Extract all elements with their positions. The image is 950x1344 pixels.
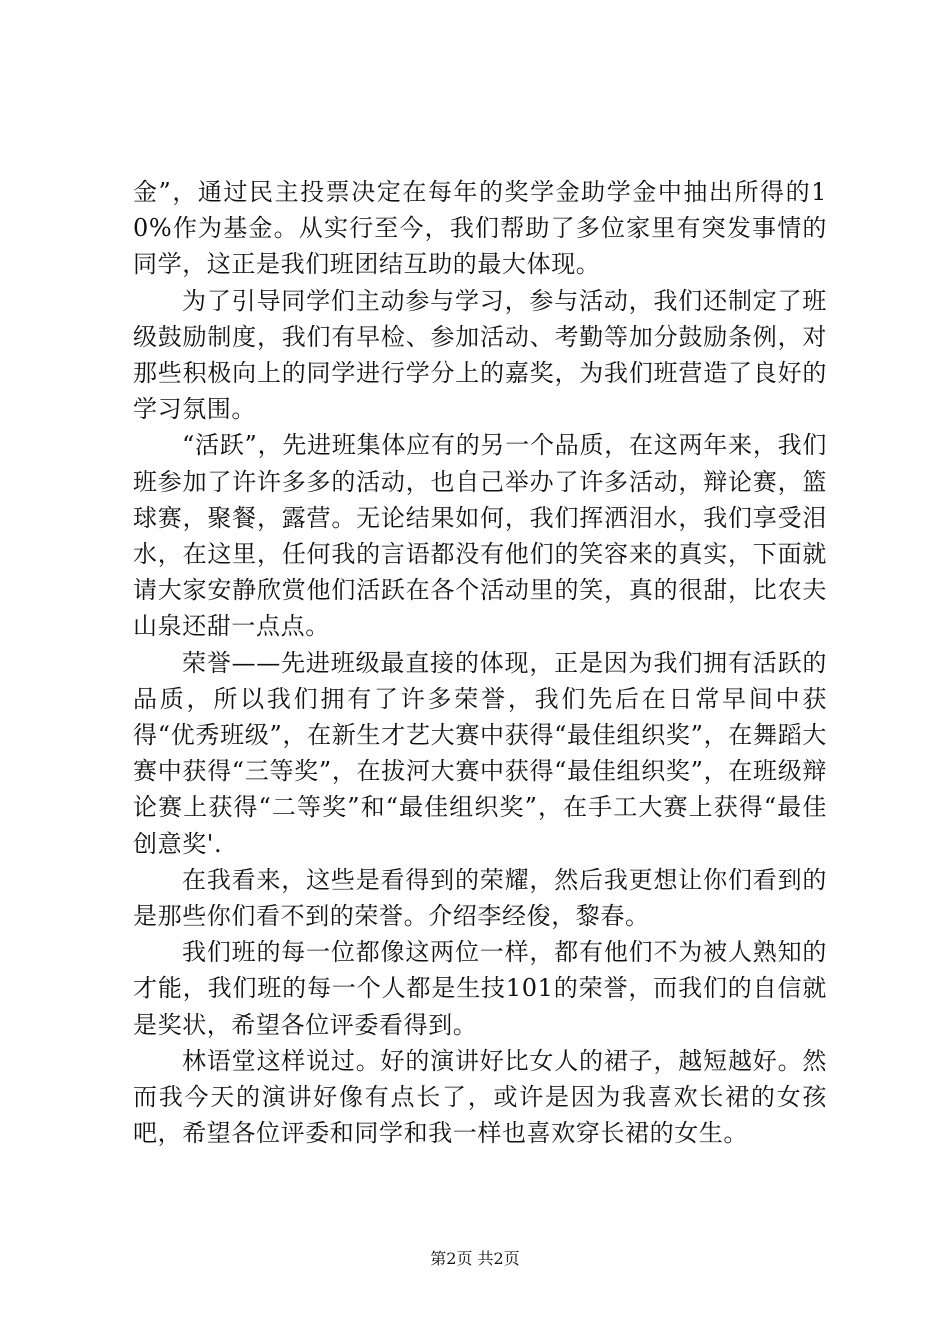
paragraph-talents: 我们班的每一位都像这两位一样，都有他们不为被人熟知的才能，我们班的每一个人都是生技101的荣誉，而我们的自信就是奖状，希望各位评委看得到。	[133, 938, 827, 1039]
paragraph-honors: 荣誉——先进班级最直接的体现，正是因为我们拥有活跃的品质，所以我们拥有了许多荣誉，我们先后在日常早间中获得“优秀班级”，在新生才艺大赛中获得“最佳组织奖”，在舞蹈大赛中获得“三等奖”，在拔河大赛中获得“最佳组织奖”，在班级辩论赛上获得“二等奖”和“最佳组织奖”，在手工大赛上获得“最佳创意奖'.	[133, 648, 827, 858]
page-number-footer: 第2页 共2页	[430, 1249, 520, 1268]
paragraph-closing: 林语堂这样说过。好的演讲好比女人的裙子，越短越好。然而我今天的演讲好像有点长了，或许是因为我喜欢长裙的女孩吧，希望各位评委和同学和我一样也喜欢穿长裙的女生。	[133, 1046, 827, 1148]
paragraph-unseen-honors: 在我看来，这些是看得到的荣耀，然后我更想让你们看到的是那些你们看不到的荣誉。介绍李经俊，黎春。	[133, 865, 827, 931]
paragraph-active: “活跃”，先进班集体应有的另一个品质，在这两年来，我们班参加了许许多多的活动，也自己举办了许多活动，辩论赛，篮球赛，聚餐，露营。无论结果如何，我们挥洒泪水，我们享受泪水，在这里，任何我的言语都没有他们的笑容来的真实，下面就请大家安静欣赏他们活跃在各个活动里的笑，真的很甜，比农夫山泉还甜一点点。	[133, 431, 827, 641]
paragraph-encouragement-system: 为了引导同学们主动参与学习，参与活动，我们还制定了班级鼓励制度，我们有早检、参加活动、考勤等加分鼓励条例，对那些积极向上的同学进行学分上的嘉奖，为我们班营造了良好的学习氛围。	[133, 286, 827, 424]
document-body	[133, 174, 827, 1151]
paragraph-continuation: 金”，通过民主投票决定在每年的奖学金助学金中抽出所得的10%作为基金。从实行至今，我们帮助了多位家里有突发事情的同学，这正是我们班团结互助的最大体现。	[133, 178, 827, 279]
